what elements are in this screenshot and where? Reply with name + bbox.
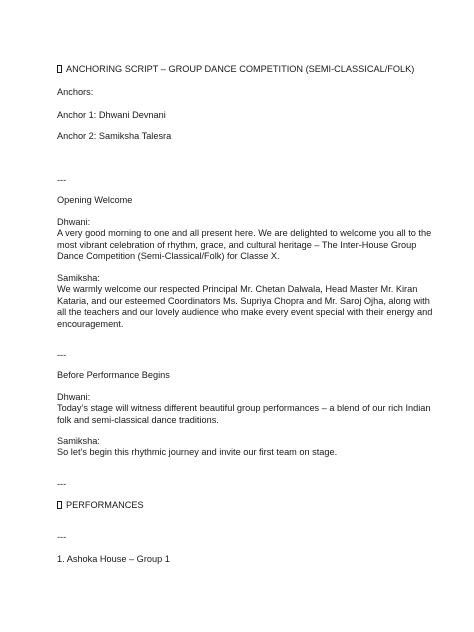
- paragraph-line: A very good morning to one and all present here. We are delighted to welcome you all to the: [57, 228, 432, 238]
- missing-glyph-icon: [57, 501, 62, 509]
- missing-glyph-icon: [57, 65, 62, 73]
- separator: ---: [57, 532, 67, 542]
- paragraph-line: encouragement.: [57, 319, 124, 329]
- paragraph-line: So let’s begin this rhythmic journey and invite our first team on stage.: [57, 447, 338, 457]
- anchor-2: Anchor 2: Samiksha Talesra: [57, 131, 172, 141]
- paragraph-line: Today’s stage will witness different beautiful group performances – a blend of our rich Indian: [57, 403, 431, 413]
- section-heading-opening-welcome: Opening Welcome: [57, 195, 133, 205]
- speaker-label-dhwani: Dhwani:: [57, 217, 91, 227]
- performance-item: 1. Ashoka House – Group 1: [57, 554, 170, 564]
- paragraph-line: Kataria, and our esteemed Coordinators Ms. Supriya Chopra and Mr. Saroj Ojha, along with: [57, 296, 430, 306]
- paragraph-line: folk and semi-classical dance traditions.: [57, 415, 219, 425]
- section-heading-before-performance: Before Performance Begins: [57, 370, 170, 380]
- anchors-heading: Anchors:: [57, 87, 94, 97]
- paragraph-line: Dance Competition (Semi-Classical/Folk) for Classe X.: [57, 251, 280, 261]
- speaker-label-samiksha: Samiksha:: [57, 436, 100, 446]
- paragraph-line: We warmly welcome our respected Principal Mr. Chetan Dalwala, Head Master Mr. Kiran: [57, 284, 418, 294]
- speaker-label-dhwani: Dhwani:: [57, 392, 91, 402]
- speaker-label-samiksha: Samiksha:: [57, 273, 100, 283]
- script-title: [57, 64, 414, 76]
- anchor-1: Anchor 1: Dhwani Devnani: [57, 110, 166, 120]
- performances-heading-text: PERFORMANCES: [66, 500, 144, 510]
- paragraph-line: most vibrant celebration of rhythm, grace, and cultural heritage – The Inter-House Group: [57, 240, 417, 250]
- paragraph-line: all the teachers and our lovely audience who make every event special with their energy and: [57, 307, 433, 317]
- separator: ---: [57, 350, 67, 360]
- script-title-text: ANCHORING SCRIPT – GROUP DANCE COMPETITION (SEMI-CLASSICAL/FOLK): [66, 64, 415, 74]
- separator: ---: [57, 479, 67, 489]
- performances-heading: [57, 500, 144, 512]
- separator: ---: [57, 175, 67, 185]
